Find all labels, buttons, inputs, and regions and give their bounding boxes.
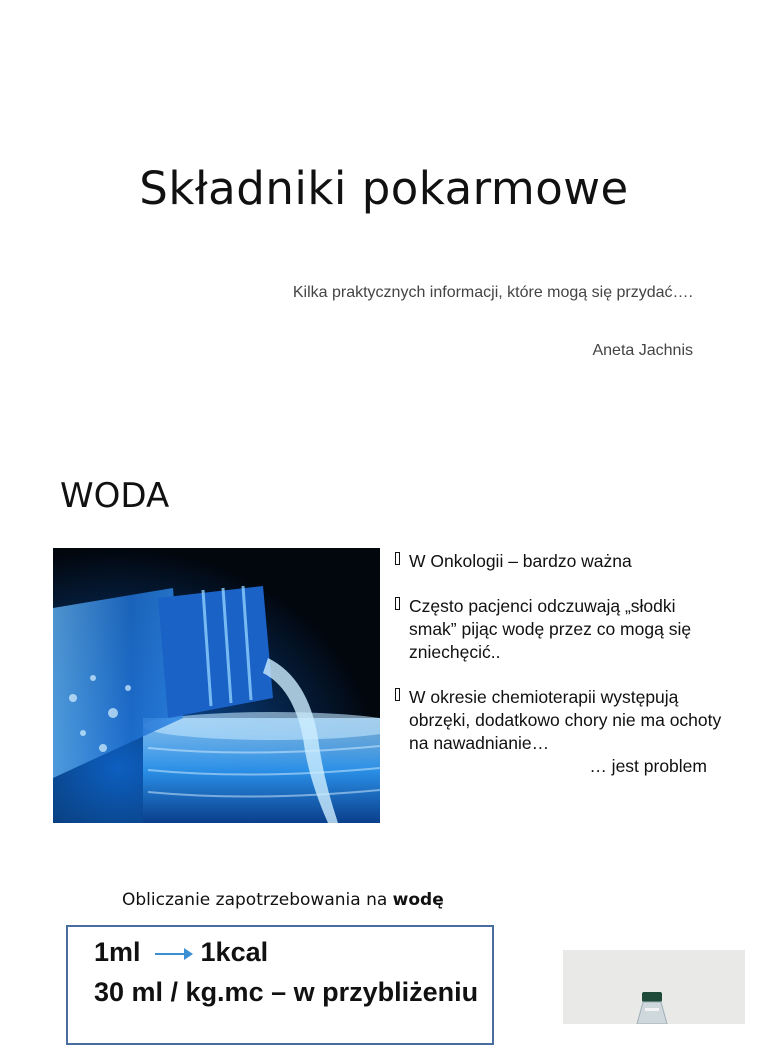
arrow-right-icon <box>155 953 191 955</box>
slide-subtitle: Kilka praktycznych informacji, które mogą się przydać…. <box>292 284 693 301</box>
calc-heading-prefix: Obliczanie zapotrzebowania na <box>122 890 388 910</box>
bullet-marker-icon <box>395 552 400 565</box>
bullet-item <box>395 595 725 664</box>
water-pouring-photo <box>53 548 380 823</box>
calc-approx-line: 30 ml / kg.mc – w przybliżeniu <box>94 977 479 1007</box>
bullet-item <box>395 686 725 778</box>
author-name: Aneta Jachnis <box>592 342 693 359</box>
bullet-text: Często pacjenci odczuwają „słodki smak” pijąc wodę przez co mogą się zniechęcić.. <box>409 596 692 662</box>
bullet-marker-icon <box>395 688 400 701</box>
bullet-tail-text: … jest problem <box>589 756 707 776</box>
bullet-list <box>395 550 725 778</box>
calc-conversion-line <box>94 937 268 968</box>
bullet-text: W okresie chemioterapii występują obrzęki, dodatkowo chory nie ma ochoty na nawadnianie… <box>409 687 722 753</box>
bullet-item <box>395 550 725 573</box>
calc-kcal: 1kcal <box>200 937 269 967</box>
water-pouring-illustration <box>53 548 380 823</box>
calc-ml: 1ml <box>94 937 141 967</box>
calc-heading <box>122 890 444 910</box>
section-heading-woda: WODA <box>60 476 170 516</box>
bullet-text: W Onkologii – bardzo ważna <box>409 551 632 571</box>
calc-box <box>66 925 494 1045</box>
calc-heading-bold: wodę <box>392 890 444 910</box>
slide-title: Składniki pokarmowe <box>139 162 629 215</box>
bullet-marker-icon <box>395 597 400 610</box>
water-bottle-photo <box>563 950 745 1024</box>
water-bottle-illustration <box>563 950 745 1024</box>
